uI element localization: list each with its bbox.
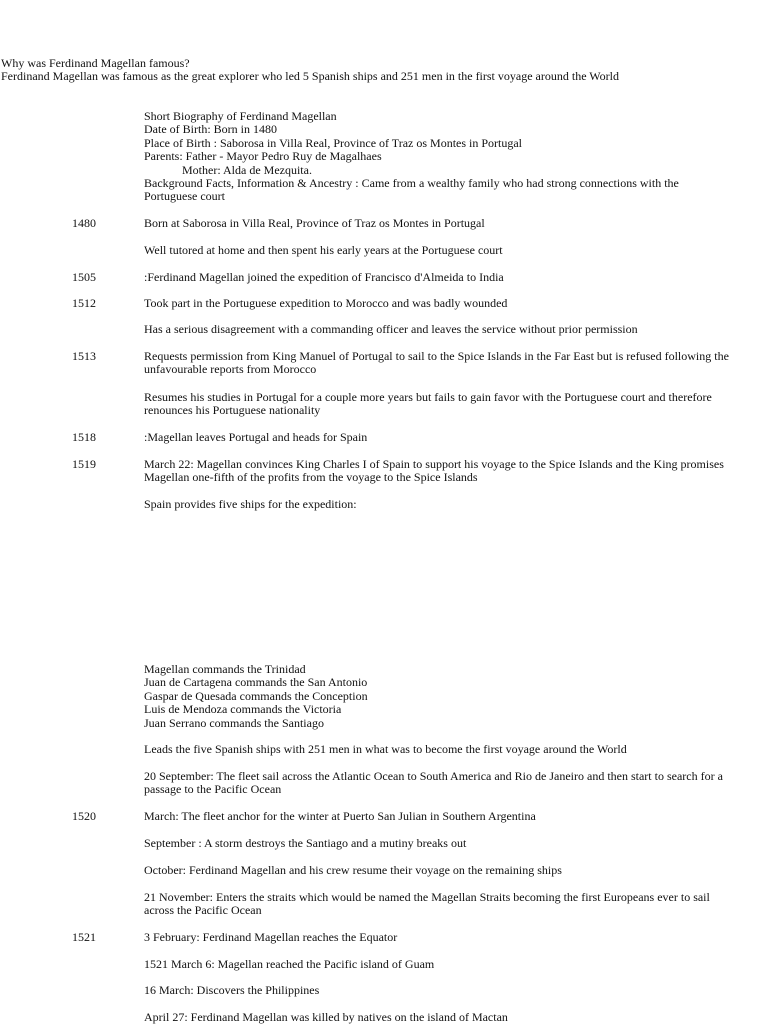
biography-dob: Date of Birth: Born in 1480: [144, 122, 277, 137]
biography-block: [144, 110, 734, 204]
timeline-entry: March: The fleet anchor for the winter at Puerto San Julian in Southern Argentina: [144, 809, 536, 823]
ships-list: [144, 663, 734, 730]
timeline-year: 1513: [72, 349, 96, 363]
timeline-entry: :Magellan leaves Portugal and heads for Spain: [144, 430, 368, 444]
ship-item: Magellan commands the Trinidad: [144, 662, 306, 676]
timeline-entry: 20 September: The fleet sail across the Atlantic Ocean to South America and Rio de Janeiro and then start to search for a passage to the Pacific Ocean: [144, 769, 723, 797]
ship-item: Juan de Cartagena commands the San Antonio: [144, 675, 368, 690]
timeline-year: 1521: [72, 930, 96, 944]
ship-item: Juan Serrano commands the Santiago: [144, 715, 324, 730]
timeline-entry: Born at Saborosa in Villa Real, Province of Traz os Montes in Portugal: [144, 216, 485, 230]
timeline-year: 1480: [72, 216, 96, 230]
intro-answer: Ferdinand Magellan was famous as the great explorer who led 5 Spanish ships and 251 men in the first voyage around the World: [1, 69, 620, 83]
biography-background: Background Facts, Information & Ancestry : Came from a wealthy family who had strong connections with the Portuguese court: [144, 176, 679, 204]
timeline-year: 1520: [72, 809, 96, 823]
biography-mother: Mother: Alda de Mezquita.: [182, 162, 312, 177]
timeline-entry: March 22: Magellan convinces King Charles I of Spain to support his voyage to the Spice Islands and the King promises Magellan one-fifth of the profits from the voyage to the Spice Islands: [144, 457, 724, 485]
timeline-entry: 1521 March 6: Magellan reached the Pacific island of Guam: [144, 957, 435, 971]
timeline-entry: September : A storm destroys the Santiago and a mutiny breaks out: [144, 836, 467, 850]
timeline-entry: 3 February: Ferdinand Magellan reaches the Equator: [144, 930, 398, 944]
timeline-entry: Has a serious disagreement with a commanding officer and leaves the service without prior permission: [144, 322, 638, 336]
biography-father: Parents: Father - Mayor Pedro Ruy de Magalhaes: [144, 149, 382, 164]
timeline-entry: Leads the five Spanish ships with 251 men in what was to become the first voyage around the World: [144, 742, 627, 756]
timeline-entry: Resumes his studies in Portugal for a couple more years but fails to gain favor with the Portuguese court and therefore renounces his Portuguese nationality: [144, 390, 712, 418]
timeline-entry: 16 March: Discovers the Philippines: [144, 983, 320, 997]
ship-item: Luis de Mendoza commands the Victoria: [144, 702, 342, 717]
timeline-entry: Well tutored at home and then spent his early years at the Portuguese court: [144, 243, 503, 257]
timeline-entry: Spain provides five ships for the expedition:: [144, 497, 357, 511]
timeline-entry: October: Ferdinand Magellan and his crew resume their voyage on the remaining ships: [144, 863, 562, 877]
timeline-year: 1512: [72, 296, 96, 310]
timeline-entry: Requests permission from King Manuel of Portugal to sail to the Spice Islands in the Far East but is refused following the unfavourable reports from Morocco: [144, 349, 729, 377]
timeline-year: 1518: [72, 430, 96, 444]
timeline-entry: 21 November: Enters the straits which would be named the Magellan Straits becoming the first Europeans ever to sail across the Pacific Ocean: [144, 890, 710, 918]
timeline-year: 1519: [72, 457, 96, 471]
ship-item: Gaspar de Quesada commands the Conception: [144, 688, 368, 703]
biography-pob: Place of Birth : Saborosa in Villa Real, Province of Traz os Montes in Portugal: [144, 135, 523, 150]
intro-question: Why was Ferdinand Magellan famous?: [1, 56, 190, 70]
biography-heading: Short Biography of Ferdinand Magellan: [144, 109, 337, 123]
timeline-entry: April 27: Ferdinand Magellan was killed by natives on the island of Mactan: [144, 1010, 508, 1024]
timeline-entry: Took part in the Portuguese expedition to Morocco and was badly wounded: [144, 296, 508, 310]
timeline-year: 1505: [72, 270, 96, 284]
timeline-entry: :Ferdinand Magellan joined the expedition of Francisco d'Almeida to India: [144, 270, 504, 284]
